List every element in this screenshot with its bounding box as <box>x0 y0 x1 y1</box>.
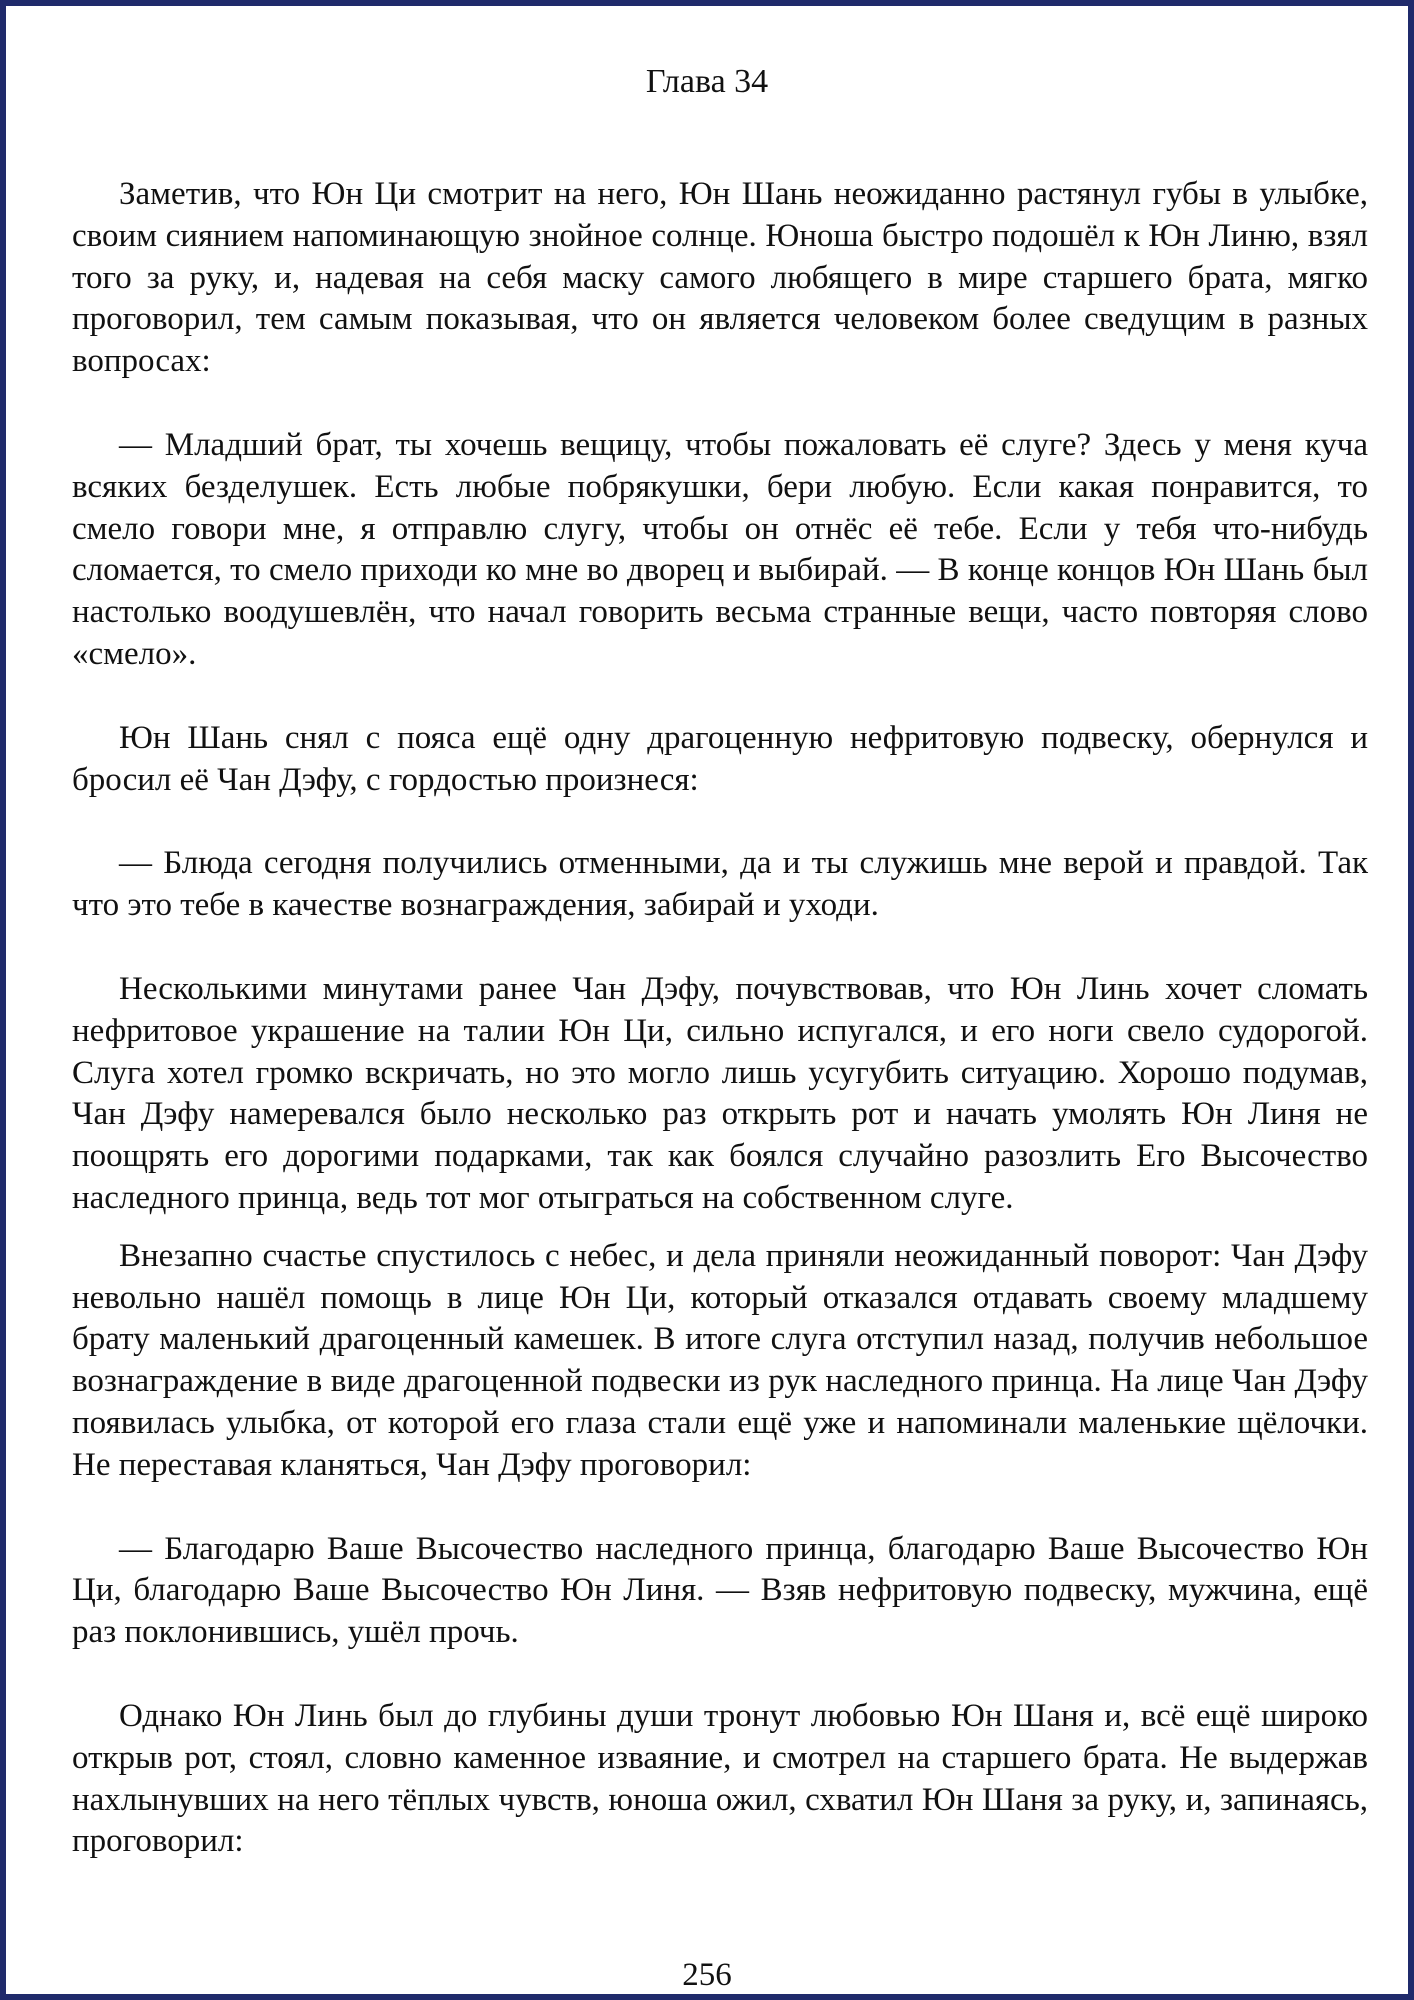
paragraph-gap <box>72 1220 1368 1236</box>
paragraph-5: Несколькими минутами ранее Чан Дэфу, почувствовав, что Юн Линь хочет сломать нефритовое украшение на талии Юн Ци, сильно испугался, и его ноги свело судорогой. Слуга хотел громко вскричать, но это могло лишь усугубить ситуацию. Хорошо подумав, Чан Дэфу намеревался было несколько раз открыть рот и начать умолять Юн Линя не поощрять его дорогими подарками, так как боялся случайно разозлить Его Высочество наследного принца, ведь тот мог отыграться на собственном слуге. <box>72 970 1368 1216</box>
page-number: 256 <box>682 1957 732 1993</box>
chapter-title: Глава 34 <box>645 63 769 100</box>
paragraph-gap <box>72 676 1368 718</box>
paragraph-gap <box>72 801 1368 843</box>
paragraph-gap <box>72 1487 1368 1529</box>
paragraph-1: Заметив, что Юн Ци смотрит на него, Юн Шань неожиданно растянул губы в улыбке, своим сиянием напоминающую знойное солнце. Юноша быстро подошёл к Юн Линю, взял того за руку, и, надевая на себя маску самого любящего в мире старшего брата, мягко проговорил, тем самым показывая, что он является человеком более сведущим в разных вопросах: <box>72 176 1368 380</box>
paragraph-7: — Благодарю Ваше Высочество наследного принца, благодарю Ваше Высочество Юн Ци, благодарю Ваше Высочество Юн Линя. — Взяв нефритовую подвеску, мужчина, ещё раз поклонившись, ушёл прочь. <box>72 1530 1368 1651</box>
paragraph-gap <box>72 1654 1368 1696</box>
paragraph-3: Юн Шань снял с пояса ещё одну драгоценную нефритовую подвеску, обернулся и бросил её Чан Дэфу, с гордостью произнеся: <box>72 719 1368 798</box>
paragraph-6: Внезапно счастье спустилось с небес, и дела приняли неожиданный поворот: Чан Дэфу невольно нашёл помощь в лице Юн Ци, который отказался отдавать своему младшему брату маленький драгоценный камешек. В итоге слуга отступил назад, получив небольшое вознаграждение в виде драгоценной подвески из рук наследного принца. На лице Чан Дэфу появилась улыбка, от которой его глаза стали ещё уже и напоминали маленькие щёлочки. Не переставая кланяться, Чан Дэфу проговорил: <box>72 1237 1368 1483</box>
paragraph-gap <box>72 383 1368 425</box>
paragraph-8: Однако Юн Линь был до глубины души тронут любовью Юн Шаня и, всё ещё широко открыв рот, стоял, словно каменное изваяние, и смотрел на старшего брата. Не выдержав нахлынувших на него тёплых чувств, юноша ожил, схватил Юн Шаня за руку, и, запинаясь, проговорил: <box>72 1697 1368 1860</box>
page-body <box>72 174 1368 1863</box>
paragraph-4: — Блюда сегодня получились отменными, да и ты служишь мне верой и правдой. Так что это тебе в качестве вознаграждения, забирай и уходи. <box>72 845 1368 924</box>
paragraph-2: — Младший брат, ты хочешь вещицу, чтобы пожаловать её слуге? Здесь у меня куча всяких безделушек. Есть любые побрякушки, бери любую. Если какая понравится, то смело говори мне, я отправлю слугу, чтобы он отнёс её тебе. Если у тебя что-нибудь сломается, то смело приходи ко мне во дворец и выбирай. — В конце концов Юн Шань был настолько воодушевлён, что начал говорить весьма странные вещи, часто повторяя слово «смело». <box>72 426 1368 672</box>
paragraph-gap <box>72 927 1368 969</box>
